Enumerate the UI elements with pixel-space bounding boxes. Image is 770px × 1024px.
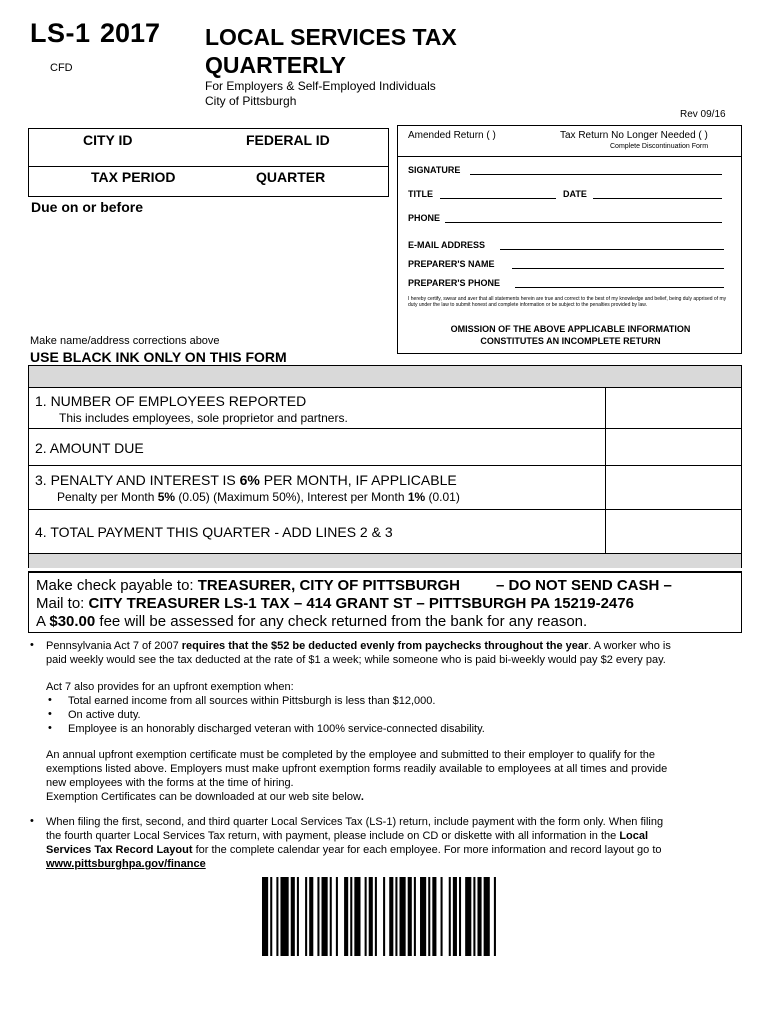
payment-instructions-box — [28, 571, 742, 633]
certification-text: I hereby certify, swear and aver that all statements herein are true and correct to the best of my knowledge and belief, being duly apprised of my duty under the law to submit honest and complete information or be subject to the penalties provided by law. — [408, 296, 727, 308]
barcode-bar — [297, 877, 299, 956]
line1-label: 1. NUMBER OF EMPLOYEES REPORTED — [35, 393, 307, 409]
return-lines-table — [28, 365, 742, 568]
returned-check-fee: A $30.00 fee will be assessed for any check returned from the bank for any reason. — [36, 613, 588, 630]
form-year: 2017 — [100, 18, 161, 48]
date-label: DATE — [563, 189, 587, 199]
barcode-bar — [344, 877, 348, 956]
tax-period-label: TAX PERIOD — [91, 169, 176, 185]
barcode-bar — [375, 877, 377, 956]
certificate-note-line4: Exemption Certificates can be downloaded at our web site below. — [46, 791, 364, 803]
barcode-bar — [270, 877, 272, 956]
mail-to: Mail to: CITY TREASURER LS-1 TAX – 414 GRANT ST – PITTSBURGH PA 15219-2476 — [36, 595, 634, 612]
preparer-phone-label: PREPARER'S PHONE — [408, 278, 500, 288]
black-ink-note: USE BLACK INK ONLY ON THIS FORM — [30, 349, 287, 365]
barcode-bar — [291, 877, 295, 956]
certificate-note-line2: exemptions listed above. Employers must make upfront exemption forms readily available to employees at all times and provide — [46, 763, 668, 775]
barcode-bar — [441, 877, 443, 956]
signature-box — [397, 125, 742, 354]
barcode-bar — [317, 877, 319, 956]
barcode-bar — [414, 877, 416, 956]
form-code: LS-1 — [30, 18, 91, 48]
barcode-bar — [477, 877, 481, 956]
revision-label: Rev 09/16 — [680, 109, 726, 120]
filing-note-line3: Services Tax Record Layout for the complete calendar year for each employee. For more information and record layout go to — [46, 844, 662, 856]
bullet-icon: • — [48, 722, 52, 734]
barcode-bar — [336, 877, 338, 956]
form-subtitle: For Employers & Self-Employed Individuals — [205, 79, 436, 93]
omission-line2: CONSTITUTES AN INCOMPLETE RETURN — [480, 336, 661, 346]
signature-field[interactable] — [470, 174, 722, 175]
barcode-bar — [322, 877, 328, 956]
barcode-bar — [420, 877, 426, 956]
due-date-label: Due on or before — [31, 199, 144, 215]
barcode-bar — [262, 877, 268, 956]
barcode-bar — [276, 877, 278, 956]
barcode-bar — [494, 877, 496, 956]
certificate-note-line3: new employees with the forms at the time of hiring. — [46, 777, 294, 789]
barcode-bar — [484, 877, 490, 956]
line4-amount-field[interactable] — [606, 510, 742, 553]
barcode-bar — [395, 877, 397, 956]
barcode-bar — [280, 877, 288, 956]
line2-amount-field[interactable] — [606, 429, 742, 465]
line3-subtext: Penalty per Month 5% (0.05) (Maximum 50%), Interest per Month 1% (0.01) — [57, 490, 460, 504]
barcode-bar — [399, 877, 405, 956]
barcode-bar — [350, 877, 352, 956]
bullet-icon: • — [30, 815, 34, 827]
barcode-bar — [432, 877, 436, 956]
title-field[interactable] — [440, 198, 556, 199]
barcode-bar — [465, 877, 471, 956]
omission-line1: OMISSION OF THE ABOVE APPLICABLE INFORMATION — [450, 324, 691, 334]
exemption-active-duty: On active duty. — [68, 709, 141, 721]
line4-label: 4. TOTAL PAYMENT THIS QUARTER - ADD LINES 2 & 3 — [35, 524, 393, 540]
filing-note-line2: the fourth quarter Local Services Tax return, with payment, please include on CD or diskette with all information in the Local — [46, 830, 649, 842]
finance-website-link[interactable]: www.pittsburghpa.gov/finance — [46, 858, 206, 870]
barcode-bar — [428, 877, 430, 956]
barcode-bar — [389, 877, 393, 956]
cfd-label: CFD — [50, 62, 73, 74]
barcode-bar — [449, 877, 451, 956]
line1-subtext: This includes employees, sole proprietor and partners. — [59, 411, 348, 425]
line1-amount-field[interactable] — [606, 388, 742, 428]
federal-id-label: FEDERAL ID — [246, 132, 330, 148]
exemption-income: Total earned income from all sources within Pittsburgh is less than $12,000. — [68, 695, 436, 707]
email-label: E-MAIL ADDRESS — [408, 240, 486, 250]
barcode-bar — [408, 877, 412, 956]
phone-label: PHONE — [408, 213, 441, 223]
exemption-veteran: Employee is an honorably discharged veteran with 100% service-connected disability. — [68, 723, 485, 735]
form-city: City of Pittsburgh — [205, 94, 297, 108]
quarter-label: QUARTER — [256, 169, 326, 185]
line3-label: 3. PENALTY AND INTEREST IS 6% PER MONTH, IF APPLICABLE — [35, 472, 457, 488]
barcode-bar — [473, 877, 475, 956]
barcode-bar — [369, 877, 373, 956]
preparer-name-label: PREPARER'S NAME — [408, 259, 495, 269]
phone-field[interactable] — [445, 222, 722, 223]
email-field[interactable] — [500, 249, 724, 250]
barcode-bar — [330, 877, 332, 956]
date-field[interactable] — [593, 198, 722, 199]
bullet-icon: • — [30, 639, 34, 651]
city-id-label: CITY ID — [83, 132, 133, 148]
discontinuation-note: Complete Discontinuation Form — [610, 143, 709, 150]
form-title: LOCAL SERVICES TAX — [205, 24, 457, 50]
barcode-bar — [453, 877, 457, 956]
bullet-icon: • — [48, 694, 52, 706]
exemption-intro: Act 7 also provides for an upfront exemption when: — [46, 681, 294, 693]
barcode-image — [262, 877, 498, 956]
act7-note: Pennsylvania Act 7 of 2007 requires that the $52 be deducted evenly from paychecks throughout the year. A worker who is — [46, 640, 671, 652]
table-footer-shade — [29, 554, 741, 568]
amended-return-checkbox[interactable]: Amended Return ( ) — [408, 130, 496, 141]
title-label: TITLE — [408, 189, 433, 199]
barcode-bar — [305, 877, 307, 956]
bullet-icon: • — [48, 708, 52, 720]
preparer-phone-field[interactable] — [515, 287, 724, 288]
barcode-bar — [309, 877, 313, 956]
preparer-name-field[interactable] — [512, 268, 724, 269]
filing-note-line1: When filing the first, second, and third quarter Local Services Tax (LS-1) return, include payment with the form only. When filing — [46, 816, 664, 828]
barcode-bar — [459, 877, 461, 956]
act7-note-line2: paid weekly would see the tax deducted at the rate of $1 a week; while someone who is paid bi-weekly would pay $2 every pay. — [46, 654, 666, 666]
certificate-note-line1: An annual upfront exemption certificate must be completed by the employee and submitted to their employer to qualify for the — [46, 749, 656, 761]
id-box — [28, 128, 389, 197]
signature-label: SIGNATURE — [408, 165, 461, 175]
form-title-quarterly: QUARTERLY — [205, 52, 346, 78]
no-longer-needed-checkbox[interactable]: Tax Return No Longer Needed ( ) — [560, 130, 708, 141]
barcode-bar — [383, 877, 385, 956]
barcode-bar — [365, 877, 367, 956]
payable-to: Make check payable to: TREASURER, CITY OF PITTSBURGH — [36, 577, 461, 594]
no-cash-warning: – DO NOT SEND CASH – — [496, 577, 672, 594]
line2-label: 2. AMOUNT DUE — [35, 440, 144, 456]
table-header-shade — [29, 366, 741, 387]
line3-amount-field[interactable] — [606, 466, 742, 509]
barcode-bar — [354, 877, 360, 956]
corrections-note: Make name/address corrections above — [30, 335, 220, 347]
